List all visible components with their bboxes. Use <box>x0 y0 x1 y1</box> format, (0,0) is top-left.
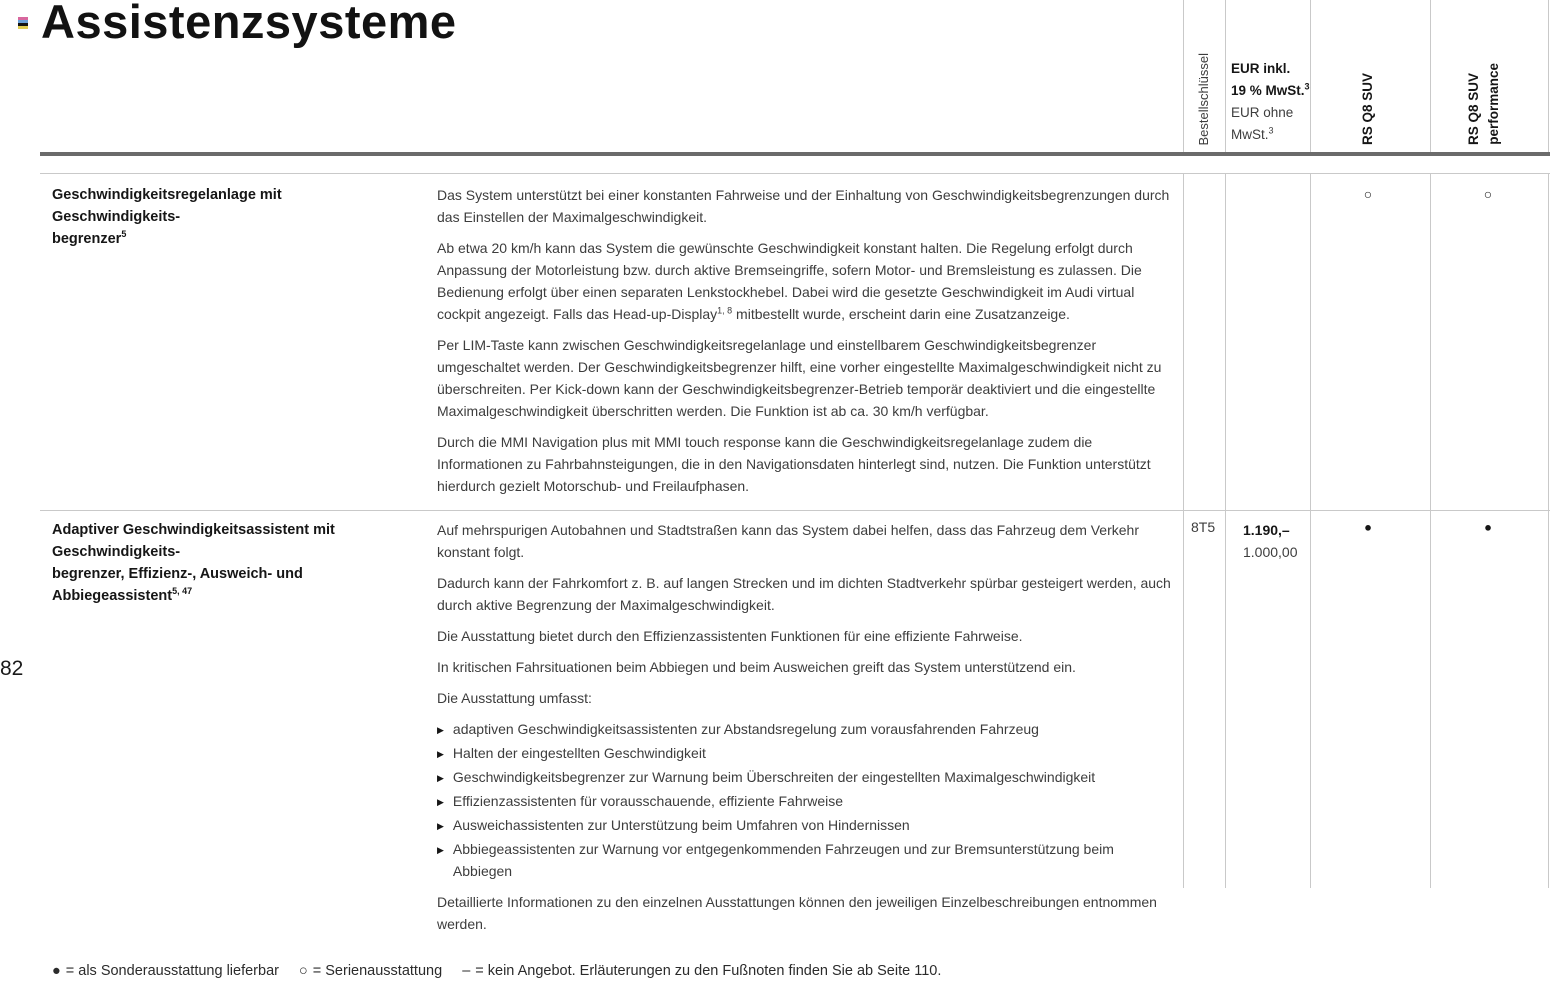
grid-line <box>1225 0 1226 152</box>
dash-icon: – <box>462 963 471 979</box>
bullet-item: ▶ Abbiegeassistenten zur Warnung vor entgegenkommenden Fahrzeugen und zur Bremsunterstützung beim Abbiegen <box>437 841 1114 879</box>
legend-item-serienausstattung: ○ = Serienausstattung <box>299 963 443 979</box>
price-header-line2: 19 % MwSt.$^3$ <box>1231 81 1310 98</box>
feature-description <box>437 184 1174 497</box>
legend <box>52 963 957 979</box>
page-number: 82 <box>0 657 24 680</box>
grid-line <box>1548 173 1549 888</box>
column-header-price <box>1231 58 1310 146</box>
feature-title: Geschwindigkeitsregelanlage mit Geschwindigkeits- begrenzer$^5$ <box>52 187 282 247</box>
feature-description <box>437 519 1174 935</box>
grid-line <box>1183 173 1184 888</box>
price-gross: 1.190,– <box>1243 522 1290 538</box>
description-paragraph: Ab etwa 20 km/h kann das System die gewünschte Geschwindigkeit konstant halten. Die Regelung erfolgt durch Anpassung der Motorleistung bzw. durch aktive Bremseingriffe, sofern Motor- und Bremsleistung es zulassen. Die Bedienung erfolgt über einen separaten Lenkstockhebel. Dabei wird die gesetzte Geschwindigkeit im Audi virtual cockpit angezeigt. Falls das Head-up-Display$^{1, 8}$ mitbestellt wurde, erscheint darin eine Zusatzanzeige. <box>437 240 1142 322</box>
grid-line <box>1183 0 1184 152</box>
legend-item-kein-angebot: – = kein Angebot. Erläuterungen zu den Fußnoten finden Sie ab Seite 110. <box>462 963 942 979</box>
open-circle-icon: ○ <box>299 963 308 979</box>
bullet-item: ▶ Effizienzassistenten für vorausschauende, effiziente Fahrweise <box>437 790 1174 814</box>
description-paragraph: Detaillierte Informationen zu den einzelnen Ausstattungen können den jeweiligen Einzelbeschreibungen entnommen werden. <box>437 894 1157 932</box>
availability-circle-rs-q8-suv-performance: ● <box>1484 519 1492 535</box>
column-header-rs-q8-suv-performance-line1: RS Q8 SUV <box>1466 72 1481 145</box>
description-paragraph: Auf mehrspurigen Autobahnen und Stadtstraßen kann das System dabei helfen, dass das Fahrzeug dem Verkehr konstant folgt. <box>437 522 1139 560</box>
footnote-marker: 3 <box>1304 81 1310 92</box>
grid-line <box>1310 173 1311 888</box>
row-border <box>40 173 1550 174</box>
triangle-bullet-icon: ▶ <box>437 725 444 735</box>
row-border <box>40 510 1550 511</box>
description-paragraph: In kritischen Fahrsituationen beim Abbiegen und beim Ausweichen greift das System unterstützend ein. <box>437 659 1076 675</box>
grid-line <box>1430 0 1431 152</box>
grid-line <box>1430 173 1431 888</box>
order-code: 8T5 <box>1191 519 1216 535</box>
bullet-item: ▶ Halten der eingestellten Geschwindigkeit <box>437 742 1174 766</box>
filled-circle-icon: ● <box>52 963 61 979</box>
header-divider <box>40 152 1550 156</box>
price-net: 1.000,00 <box>1243 544 1298 560</box>
triangle-bullet-icon: ▶ <box>437 797 444 807</box>
footnote-marker: 1, 8 <box>717 305 733 316</box>
page-title: Assistenzsysteme <box>41 0 457 48</box>
availability-circle-rs-q8-suv: ○ <box>1363 186 1373 202</box>
column-header-bestellschluessel: Bestellschlüssel <box>1196 52 1211 145</box>
price-header-line3: EUR ohne <box>1231 105 1294 120</box>
bullet-item: ▶ Ausweichassistenten zur Unterstützung beim Umfahren von Hindernissen <box>437 814 1174 838</box>
footnote-marker: 5 <box>121 229 127 240</box>
description-paragraph: Dadurch kann der Fahrkomfort z. B. auf langen Strecken und im dichten Stadtverkehr spürbar gesteigert werden, auch durch aktive Begrenzung der Maximalgeschwindigkeit. <box>437 575 1171 613</box>
table-header <box>0 0 1550 152</box>
description-paragraph: Die Ausstattung bietet durch den Effizienzassistenten Funktionen für eine effiziente Fahrweise. <box>437 628 1023 644</box>
grid-line <box>1225 173 1226 888</box>
triangle-bullet-icon: ▶ <box>437 845 444 855</box>
legend-item-sonderausstattung: ● = als Sonderausstattung lieferbar <box>52 963 279 979</box>
column-header-rs-q8-suv: RS Q8 SUV <box>1360 72 1375 145</box>
price-header-line1: EUR inkl. <box>1231 61 1291 76</box>
price-cell <box>1243 519 1298 563</box>
bullet-item: ▶ Geschwindigkeitsbegrenzer zur Warnung beim Überschreiten der eingestellten Maximalgeschwindigkeit <box>437 766 1174 790</box>
price-header-line4: MwSt.$^3$ <box>1231 125 1274 142</box>
bullet-item: ▶ adaptiven Geschwindigkeitsassistenten zur Abstandsregelung zum vorausfahrenden Fahrzeug <box>437 718 1174 742</box>
availability-circle-rs-q8-suv: ● <box>1364 519 1372 535</box>
column-header-rs-q8-suv-performance-line2: performance <box>1486 63 1501 145</box>
footnote-marker: 3 <box>1268 125 1274 136</box>
description-paragraph: Das System unterstützt bei einer konstanten Fahrweise und der Einhaltung von Geschwindigkeitsbegrenzungen durch das Einstellen der Maximalgeschwindigkeit. <box>437 187 1170 225</box>
description-paragraph: Durch die MMI Navigation plus mit MMI touch response kann die Geschwindigkeitsregelanlage zudem die Informationen zu Fahrbahnsteigungen, die in den Navigationsdaten hinterlegt sind, nutzen. Die Funktion unterstützt hierdurch gezielt Motorschub- und Freilaufphasen. <box>437 434 1151 494</box>
footnote-marker: 5, 47 <box>172 586 193 597</box>
grid-line <box>1310 0 1311 152</box>
availability-circle-rs-q8-suv-performance: ○ <box>1483 186 1493 202</box>
triangle-bullet-icon: ▶ <box>437 821 444 831</box>
grid-line <box>1548 0 1549 152</box>
description-paragraph: Die Ausstattung umfasst: <box>437 690 592 706</box>
triangle-bullet-icon: ▶ <box>437 749 444 759</box>
triangle-bullet-icon: ▶ <box>437 773 444 783</box>
description-paragraph: Per LIM-Taste kann zwischen Geschwindigkeitsregelanlage und einstellbarem Geschwindigkeitsbegrenzer umgeschaltet werden. Der Geschwindigkeitsbegrenzer hilft, eine vorher eingestellte Maximalgeschwindigkeit nicht zu überschreiten. Per Kick-down kann der Geschwindigkeitsbegrenzer-Betrieb temporär deaktiviert und die eingestellte Maximalgeschwindigkeit überschritten werden. Die Funktion ist ab ca. 30 km/h verfügbar. <box>437 337 1162 419</box>
feature-title: Adaptiver Geschwindigkeitsassistent mit Geschwindigkeits- begrenzer, Effizienz-, Ausweich- und Abbiegeassistent$^{5, 47}$ <box>52 522 335 604</box>
